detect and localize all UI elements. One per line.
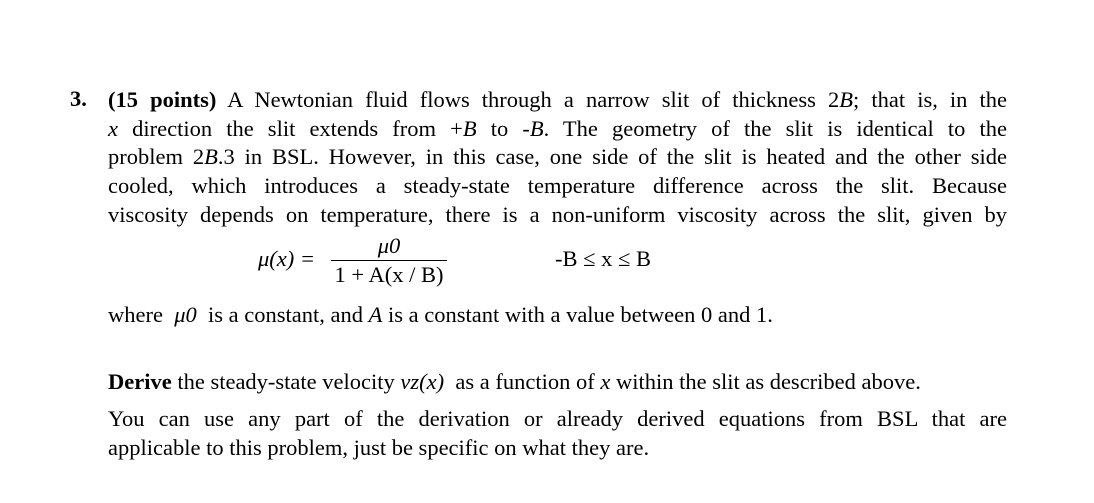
derive-instruction: Derive the steady-state velocity vz(x) as a function of x within the slit as described above. (108, 369, 921, 394)
fraction-bar (331, 260, 447, 261)
statement-line-3: problem 2B.3 in BSL. However, in this case, one side of the slit is heated and the other side (108, 144, 1007, 170)
question-number: 3. (70, 86, 87, 111)
equation-denominator: 1 + A(x / B) (334, 262, 444, 287)
equation-fraction (331, 232, 447, 288)
equation-range: -B ≤ x ≤ B (555, 246, 651, 271)
statement-line-5: viscosity depends on temperature, there is a non-uniform viscosity across the slit, given by (108, 201, 1007, 227)
note-line-1: You can use any part of the derivation or already derived equations from BSL that are (108, 406, 1007, 431)
statement-line-4: cooled, which introduces a steady-state temperature difference across the slit. Because (108, 173, 1007, 199)
where-clause: where μ0 is a constant, and A is a constant with a value between 0 and 1. (108, 302, 773, 327)
statement-line-2: x direction the slit extends from +B to -B. The geometry of the slit is identical to the (108, 115, 1008, 141)
derivation-note (108, 405, 1007, 462)
velocity-symbol: vz(x) (400, 369, 445, 394)
statement-line-1: (15 points) A Newtonian fluid flows through a narrow slit of thickness 2B; that is, in the (108, 87, 1007, 112)
problem-statement (108, 86, 1007, 230)
points-label: (15 points) (108, 87, 217, 112)
equation-numerator: μ0 (377, 233, 401, 258)
equation-lhs: μ(x) = (258, 246, 316, 271)
note-line-2: applicable to this problem, just be specific on what they are. (108, 434, 650, 460)
mu0-symbol: μ0 (174, 302, 197, 327)
